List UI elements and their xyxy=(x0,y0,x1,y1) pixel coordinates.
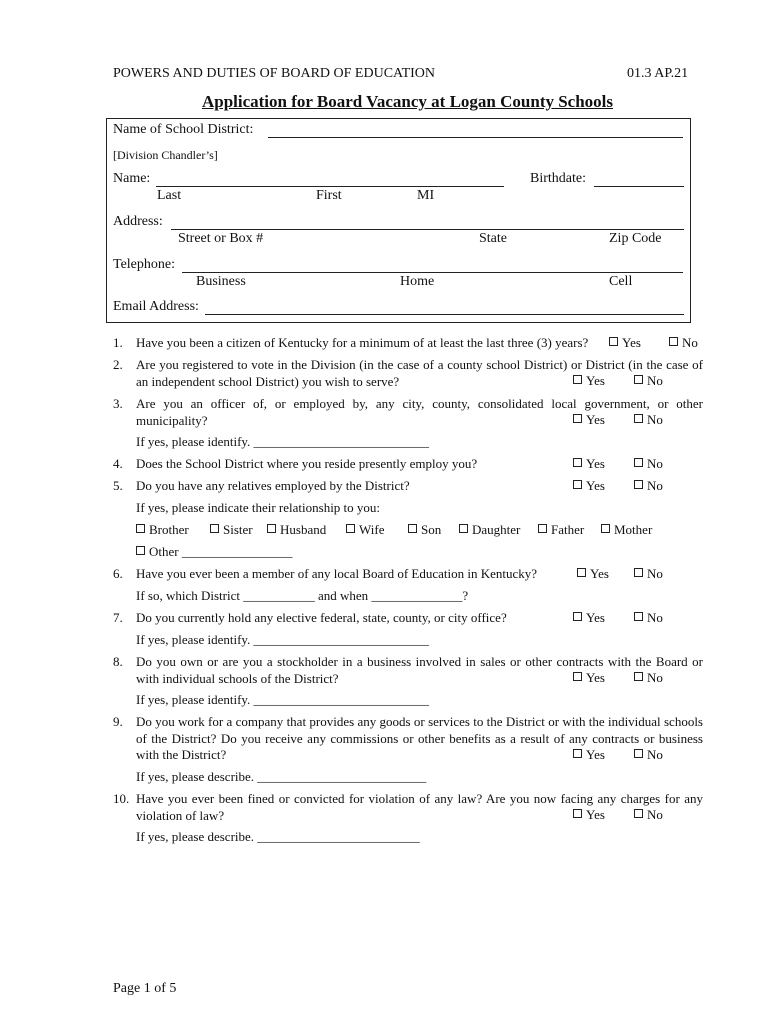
checkbox-icon[interactable] xyxy=(346,524,355,533)
checkbox-icon[interactable] xyxy=(573,375,582,384)
question-number: 9. xyxy=(113,714,123,729)
question-text: Do you currently hold any elective federal, state, county, or city office? xyxy=(136,610,507,625)
q7-no-option[interactable]: No xyxy=(634,610,663,626)
q1-no-option[interactable]: No xyxy=(669,335,698,351)
birthdate-label: Birthdate: xyxy=(530,171,586,186)
telephone-label: Telephone: xyxy=(113,257,175,272)
q9-yes-option[interactable]: Yes xyxy=(573,747,605,763)
question-text: Are you registered to vote in the Division (in the case of a county school District) or District (in the case of an independent school District) you wish to serve? xyxy=(136,357,703,389)
relation-son[interactable]: Son xyxy=(408,522,441,538)
question-number: 10. xyxy=(113,791,130,806)
district-field[interactable] xyxy=(268,137,683,138)
address-part-street: Street or Box # xyxy=(178,231,264,246)
checkbox-icon[interactable] xyxy=(634,612,643,621)
checkbox-icon[interactable] xyxy=(573,458,582,467)
question-number: 7. xyxy=(113,610,123,625)
telephone-part-business: Business xyxy=(196,274,246,289)
checkbox-icon[interactable] xyxy=(634,414,643,423)
birthdate-field[interactable] xyxy=(594,186,684,187)
question-text: Are you an officer of, or employed by, any city, county, consolidated local government, or other municipality? xyxy=(136,396,703,428)
telephone-field[interactable] xyxy=(182,272,683,273)
page-title: Application for Board Vacancy at Logan County Schools xyxy=(201,92,614,111)
checkbox-icon[interactable] xyxy=(459,524,468,533)
question-number: 5. xyxy=(113,478,123,493)
name-part-last: Last xyxy=(157,188,182,203)
name-part-mi: MI xyxy=(417,188,435,203)
checkbox-icon[interactable] xyxy=(634,672,643,681)
question-text: Do you own or are you a stockholder in a business involved in sales or other contracts with the Board or with individual schools of the District? xyxy=(136,654,703,686)
q6-follow-up[interactable]: If so, which District ___________ and when ______________? xyxy=(136,588,469,603)
q2-no-option[interactable]: No xyxy=(634,373,663,389)
q6-yes-option[interactable]: Yes xyxy=(577,566,609,582)
q9-no-option[interactable]: No xyxy=(634,747,663,763)
header-left: POWERS AND DUTIES OF BOARD OF EDUCATION xyxy=(113,66,436,81)
checkbox-icon[interactable] xyxy=(634,458,643,467)
page-number: Page 1 of 5 xyxy=(113,981,177,996)
email-field[interactable] xyxy=(205,314,684,315)
checkbox-icon[interactable] xyxy=(601,524,610,533)
checkbox-icon[interactable] xyxy=(669,337,678,346)
telephone-part-home: Home xyxy=(400,274,435,289)
question-number: 1. xyxy=(113,335,123,350)
name-label: Name: xyxy=(113,171,151,186)
q7-follow-up[interactable]: If yes, please identify. ___________________________ xyxy=(136,632,430,647)
q8-yes-option[interactable]: Yes xyxy=(573,670,605,686)
q3-follow-up[interactable]: If yes, please identify. ___________________________ xyxy=(136,434,430,449)
relation-sister[interactable]: Sister xyxy=(210,522,253,538)
checkbox-icon[interactable] xyxy=(634,480,643,489)
checkbox-icon[interactable] xyxy=(573,749,582,758)
q1-yes-option[interactable]: Yes xyxy=(609,335,641,351)
header-right: 01.3 AP.21 xyxy=(627,66,689,81)
district-label: Name of School District: xyxy=(113,122,254,137)
relation-brother[interactable]: Brother xyxy=(136,522,189,538)
checkbox-icon[interactable] xyxy=(538,524,547,533)
checkbox-icon[interactable] xyxy=(634,568,643,577)
q3-no-option[interactable]: No xyxy=(634,412,663,428)
checkbox-icon[interactable] xyxy=(634,749,643,758)
q3-yes-option[interactable]: Yes xyxy=(573,412,605,428)
question-text: Do you have any relatives employed by the District? xyxy=(136,478,410,493)
checkbox-icon[interactable] xyxy=(573,672,582,681)
division-note: [Division Chandler’s] xyxy=(113,148,218,162)
address-field[interactable] xyxy=(171,229,684,230)
relation-other[interactable]: Other _________________ xyxy=(136,544,292,560)
checkbox-icon[interactable] xyxy=(573,414,582,423)
checkbox-icon[interactable] xyxy=(408,524,417,533)
q8-follow-up[interactable]: If yes, please identify. ___________________________ xyxy=(136,692,430,707)
question-number: 6. xyxy=(113,566,123,581)
address-label: Address: xyxy=(113,214,163,229)
checkbox-icon[interactable] xyxy=(573,612,582,621)
address-part-zip: Zip Code xyxy=(609,231,662,246)
question-number: 8. xyxy=(113,654,123,669)
checkbox-icon[interactable] xyxy=(573,480,582,489)
question-text: Does the School District where you reside presently employ you? xyxy=(136,456,478,471)
name-field[interactable] xyxy=(156,186,504,187)
q10-no-option[interactable]: No xyxy=(634,807,663,823)
q5-follow-up: If yes, please indicate their relationship to you: xyxy=(136,500,381,515)
q6-no-option[interactable]: No xyxy=(634,566,663,582)
q5-yes-option[interactable]: Yes xyxy=(573,478,605,494)
checkbox-icon[interactable] xyxy=(577,568,586,577)
checkbox-icon[interactable] xyxy=(573,809,582,818)
checkbox-icon[interactable] xyxy=(634,809,643,818)
checkbox-icon[interactable] xyxy=(609,337,618,346)
name-part-first: First xyxy=(316,188,342,203)
question-number: 2. xyxy=(113,357,123,372)
address-part-state: State xyxy=(479,231,507,246)
email-label: Email Address: xyxy=(113,299,199,314)
q7-yes-option[interactable]: Yes xyxy=(573,610,605,626)
question-text: Have you ever been fined or convicted for violation of any law? Are you now facing any charges for any violation of law? xyxy=(136,791,703,823)
question-text: Have you ever been a member of any local Board of Education in Kentucky? xyxy=(136,566,538,581)
q5-no-option[interactable]: No xyxy=(634,478,663,494)
checkbox-icon[interactable] xyxy=(136,546,145,555)
checkbox-icon[interactable] xyxy=(210,524,219,533)
question-number: 3. xyxy=(113,396,123,411)
relation-daughter[interactable]: Daughter xyxy=(459,522,520,538)
q9-follow-up[interactable]: If yes, please describe. __________________________ xyxy=(136,769,427,784)
q4-no-option[interactable]: No xyxy=(634,456,663,472)
checkbox-icon[interactable] xyxy=(136,524,145,533)
checkbox-icon[interactable] xyxy=(634,375,643,384)
relation-mother[interactable]: Mother xyxy=(601,522,652,538)
question-text: Have you been a citizen of Kentucky for a minimum of at least the last three (3) years? xyxy=(136,335,589,350)
checkbox-icon[interactable] xyxy=(267,524,276,533)
q4-yes-option[interactable]: Yes xyxy=(573,456,605,472)
question-number: 4. xyxy=(113,456,123,471)
q2-yes-option[interactable]: Yes xyxy=(573,373,605,389)
telephone-part-cell: Cell xyxy=(609,274,633,289)
relation-husband[interactable]: Husband xyxy=(267,522,326,538)
q10-yes-option[interactable]: Yes xyxy=(573,807,605,823)
question-text: Do you work for a company that provides any goods or services to the District or with the individual schools of the District? Do you receive any commissions or other benefits as a result of any contracts or business with the District? xyxy=(136,714,703,762)
q8-no-option[interactable]: No xyxy=(634,670,663,686)
relation-wife[interactable]: Wife xyxy=(346,522,384,538)
relation-father[interactable]: Father xyxy=(538,522,584,538)
q10-follow-up[interactable]: If yes, please describe. _________________________ xyxy=(136,829,420,844)
